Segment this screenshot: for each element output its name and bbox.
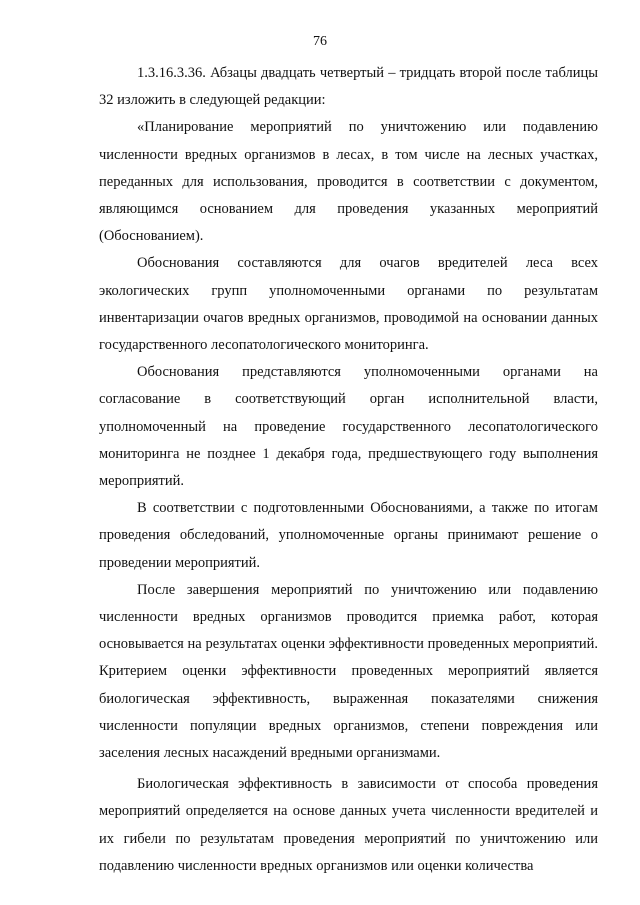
paragraph-approval: Обоснования представляются уполномоченными органами на согласование в соответствующий орган исполнительной власти, уполномоченный на проведение государственного лесопатологического мониторинга не позднее 1 декабря года, предшествующего году выполнения мероприятий. [99,364,598,490]
paragraph-planning: «Планирование мероприятий по уничтожению или подавлению численности вредных организмов в лесах, в том числе на лесных участках, переданных для использования, проводится в соответствии с документом, являющимся основанием для проведения указанных мероприятий (Обоснованием). [99,119,598,245]
paragraph-biological-efficiency: Биологическая эффективность в зависимости от способа проведения мероприятий определяется на основе данных учета численности вредителей и их гибели по результатам проведения мероприятий по уничтожению или подавлению численности вредных организмов или оценки количества [99,776,598,874]
paragraph-decision: В соответствии с подготовленными Обоснованиями, а также по итогам проведения обследований, уполномоченные органы принимают решение о проведении мероприятий. [99,500,598,571]
page-number: 76 [313,34,327,49]
document-body [99,60,598,880]
paragraph-justifications: Обоснования составляются для очагов вредителей леса всех экологических групп уполномоченными органами по результатам инвентаризации очагов вредных организмов, проводимой на основании данных государственного лесопатологического мониторинга. [99,255,598,354]
paragraph-amendment-intro: 1.3.16.3.36. Абзацы двадцать четвертый – тридцать второй после таблицы 32 изложить в следующей редакции: [99,65,598,109]
paragraph-acceptance: После завершения мероприятий по уничтожению или подавлению численности вредных организмов проводится приемка работ, которая основывается на результатах оценки эффективности проведенных мероприятий. Критерием оценки эффективности проведенных мероприятий является биологическая эффективность, выраженная показателями снижения численности популяции вредных организмов, степени повреждения или заселения лесных насаждений вредными организмами. [99,581,598,762]
